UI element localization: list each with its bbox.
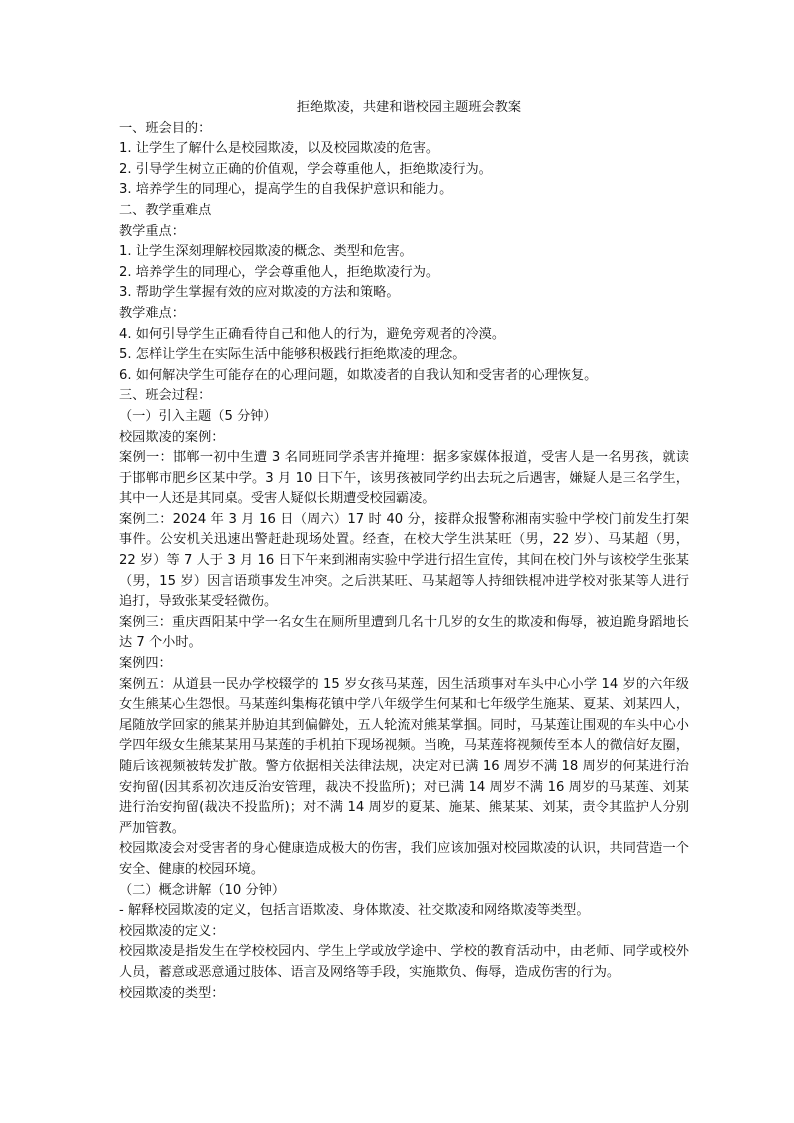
case-paragraph: 案例一：邯郸一初中生遭 3 名同班同学杀害并掩埋：据多家媒体报道，受害人是一名男孩，就读于邯郸市肥乡区某中学。3 月 10 日下午，该男孩被同学约出去玩之后遇害，嫌疑人是三名学生，其中一人还是其同桌。受害人疑似长期遭受校园霸凌。 (119, 450, 689, 507)
case-list-heading: 校园欺凌的案例： (119, 429, 225, 445)
subheading-intro: （一）引入主题（5 分钟） (119, 408, 277, 424)
purpose-item: 2. 引导学生树立正确的价值观，学会尊重他人，拒绝欺凌行为。 (119, 161, 492, 177)
subheading-concept: （二）概念讲解（10 分钟） (119, 882, 286, 898)
types-heading: 校园欺凌的类型： (119, 985, 225, 1001)
definition-heading: 校园欺凌的定义： (119, 923, 225, 939)
definition-paragraph: 校园欺凌是指发生在学校校园内、学生上学或放学途中、学校的教育活动中，由老师、同学或校外人员，蓄意或恶意通过肢体、语言及网络等手段，实施欺负、侮辱，造成伤害的行为。 (119, 944, 689, 980)
document-body (119, 98, 689, 1004)
subheading-difficulties: 教学难点： (119, 305, 185, 321)
case-paragraph: 案例二：2024 年 3 月 16 日（周六）17 时 40 分，接群众报警称湘南实验中学校门前发生打架事件。公安机关迅速出警赶赴现场处置。经查，在校大学生洪某旺（男，22 岁）、马某超（男，22 岁）等 7 人于 3 月 16 日下午来到湘南实验中学进行招生宣传，其间在校门外与该校学生张某（男，15 岁）因言语琐事发生冲突。之后洪某旺、马某超等人持细铁棍冲进学校对张某等人进行追打，导致张某受轻微伤。 (119, 511, 689, 610)
case-paragraph: 案例四： (119, 656, 172, 672)
concept-item: - 解释校园欺凌的定义，包括言语欺凌、身体欺凌、社交欺凌和网络欺凌等类型。 (119, 903, 590, 919)
key-point-item: 3. 帮助学生掌握有效的应对欺凌的方法和策略。 (119, 285, 400, 301)
document-title: 拒绝欺凌，共建和谐校园主题班会教案 (296, 100, 522, 115)
purpose-item: 3. 培养学生的同理心，提高学生的自我保护意识和能力。 (119, 182, 453, 198)
purpose-item: 1. 让学生了解什么是校园欺凌，以及校园欺凌的危害。 (119, 141, 440, 157)
subheading-key-points: 教学重点： (119, 223, 185, 239)
section-heading-process: 三、班会过程： (119, 388, 212, 404)
section-heading-purpose: 一、班会目的： (119, 120, 212, 136)
case-paragraph: 案例五：从道县一民办学校辍学的 15 岁女孩马某莲，因生活琐事对车头中心小学 14 岁的六年级女生熊某心生怨恨。马某莲纠集梅花镇中学八年级学生何某和七年级学生施某、夏某、刘某四人，尾随放学回家的熊某并胁迫其到偏僻处，五人轮流对熊某掌掴。同时，马某莲让围观的车头中心小学四年级女生熊某某用马某莲的手机拍下现场视频。当晚，马某莲将视频传至本人的微信好友圈，随后该视频被转发扩散。警方依据相关法律法规，决定对已满 16 周岁不满 18 周岁的何某进行治安拘留(因其系初次违反治安管理，裁决不投监所)；对已满 14 周岁不满 16 周岁的马某莲、刘某进行治安拘留(裁决不投监所)；对不满 14 周岁的夏某、施某、熊某某、刘某，责令其监护人分别严加管教。 (119, 676, 689, 836)
difficulty-item: 4. 如何引导学生正确看待自己和他人的行为，避免旁观者的冷漠。 (119, 326, 506, 342)
difficulty-item: 5. 怎样让学生在实际生活中能够积极践行拒绝欺凌的理念。 (119, 347, 466, 363)
difficulty-item: 6. 如何解决学生可能存在的心理问题，如欺凌者的自我认知和受害者的心理恢复。 (119, 367, 598, 383)
case-paragraph: 案例三：重庆酉阳某中学一名女生在厕所里遭到几名十几岁的女生的欺凌和侮辱，被迫跪身蹈地长达 7 个小时。 (119, 614, 689, 651)
key-point-item: 1. 让学生深刻理解校园欺凌的概念、类型和危害。 (119, 244, 413, 260)
summary-paragraph: 校园欺凌会对受害者的身心健康造成极大的伤害，我们应该加强对校园欺凌的认识，共同营造一个安全、健康的校园环境。 (119, 841, 689, 877)
section-heading-key-points: 二、教学重难点 (119, 202, 212, 218)
key-point-item: 2. 培养学生的同理心，学会尊重他人，拒绝欺凌行为。 (119, 264, 440, 280)
